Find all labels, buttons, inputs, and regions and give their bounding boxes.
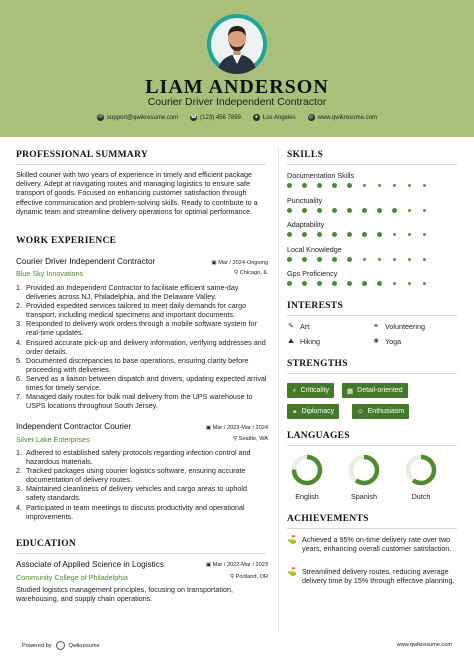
email-icon: ✉	[98, 114, 103, 120]
trophy-icon: ⛳	[287, 567, 297, 576]
rating-dot-filled	[347, 232, 352, 237]
rating-dot-filled	[347, 183, 352, 188]
achievements-divider	[287, 528, 457, 529]
education-heading: EDUCATION	[16, 539, 77, 549]
list-item: 2. Tracked packages using courier logistics software, ensuring accurate documentation of delivery routes.	[16, 466, 246, 485]
rating-dot-filled	[347, 208, 352, 213]
rating-dot-filled	[287, 232, 292, 237]
rating-dot-empty	[393, 282, 396, 285]
rating-dot-filled	[317, 257, 322, 262]
rating-dot-empty	[363, 184, 366, 187]
contact-phone[interactable]: ☎ (123) 456 7899	[190, 114, 241, 121]
rating-dot-filled	[287, 183, 292, 188]
education-degree: Associate of Applied Science in Logistics	[16, 560, 164, 569]
interest-volunteering: ⚭ Volunteering	[373, 322, 425, 331]
bolt-icon: ⚡	[292, 387, 297, 395]
strength-tag-criticality: ⚡ Criticality	[287, 383, 334, 398]
interest-art: ✎ Art	[288, 322, 310, 331]
trophy-icon: ⛳	[287, 535, 297, 544]
rating-dot-empty	[423, 282, 426, 285]
interest-yoga: ❀ Yoga	[373, 337, 402, 346]
rating-dot-empty	[363, 258, 366, 261]
rating-dot-filled	[317, 183, 322, 188]
handshake-icon: ⚭	[373, 322, 379, 330]
job-1-location: ⚲ Chicago, IL	[234, 270, 268, 276]
list-item: 2. Provided expedited services tailored to meet daily demands for cargo transport, including medical specimens and important documents.	[16, 301, 247, 320]
education-divider	[16, 553, 266, 554]
rating-dot-empty	[408, 184, 411, 187]
rating-dot-filled	[302, 257, 307, 262]
education-text: Studied logistics management principles, focusing on transportation, warehousing, and supply chain operations.	[16, 585, 233, 604]
rating-dot-empty	[393, 184, 396, 187]
brand-link[interactable]: Qwikresume	[68, 642, 100, 649]
job-2-dates: ▣ Mar / 2023-Mar / 2024	[205, 425, 268, 431]
rating-dot-empty	[408, 233, 411, 236]
rating-dot-filled	[347, 281, 352, 286]
rating-dot-empty	[378, 258, 381, 261]
candidate-title: Courier Driver Independent Contractor	[147, 96, 327, 108]
strength-tag-diplomacy: ⚭ Diplomacy	[287, 404, 339, 419]
language-label-dutch: Dutch	[411, 492, 431, 501]
rating-dot-filled	[362, 281, 367, 286]
resume-header	[0, 0, 474, 137]
qwikresume-logo-icon	[56, 641, 65, 650]
rating-dot-filled	[362, 232, 367, 237]
interests-divider	[287, 315, 457, 316]
rating-dot-empty	[408, 209, 411, 212]
powered-by: Powered by Qwikresume	[22, 642, 100, 649]
candidate-name: LIAM ANDERSON	[145, 76, 329, 98]
rating-dot-filled	[317, 281, 322, 286]
job-2-title: Independent Contractor Courier	[16, 422, 132, 431]
skill-rating	[287, 183, 427, 188]
languages-divider	[287, 445, 457, 446]
rating-dot-empty	[423, 258, 426, 261]
strength-tag-enthusiasm: ☺ Enthusiasm	[352, 404, 409, 419]
skill-rating	[287, 257, 427, 262]
strengths-divider	[287, 373, 457, 374]
rating-dot-filled	[302, 208, 307, 213]
list-item: 5. Documented discrepancies to base operations, ensuring clarity before proceeding with deliveries.	[16, 355, 249, 374]
rating-dot-filled	[302, 281, 307, 286]
rating-dot-filled	[302, 183, 307, 188]
interest-hiking: ⛰ Hiking	[288, 337, 320, 346]
skill-name: Local Knowledge	[287, 244, 342, 254]
rating-dot-filled	[287, 281, 292, 286]
rating-dot-filled	[377, 208, 382, 213]
rating-dot-filled	[392, 208, 397, 213]
location-icon: ●	[254, 114, 258, 120]
rating-dot-empty	[423, 233, 426, 236]
rating-dot-empty	[408, 282, 411, 285]
language-label-english: English	[295, 492, 319, 501]
list-item: 4. Ensured accurate pick-up and delivery information, verifying addresses and order details.	[16, 337, 266, 356]
brush-icon: ✎	[288, 322, 294, 330]
strength-tag-detail-oriented: ▦ Detail-oriented	[342, 383, 408, 398]
rating-dot-filled	[332, 281, 337, 286]
rating-dot-filled	[287, 208, 292, 213]
list-item: 6. Served as a liaison between dispatch and drivers, updating expected arrival times for timely service.	[16, 373, 267, 393]
job-1-company: Blue Sky Innovations	[16, 269, 84, 278]
grid-icon: ▦	[347, 387, 354, 395]
rating-dot-empty	[408, 258, 411, 261]
rating-dot-filled	[377, 232, 382, 237]
language-rings	[280, 450, 460, 490]
rating-dot-filled	[377, 281, 382, 286]
education-school: Community College of Philadelphia	[16, 573, 128, 582]
skill-name: Adaptability	[287, 220, 325, 230]
rating-dot-empty	[393, 233, 396, 236]
rating-dot-filled	[287, 257, 292, 262]
rating-dot-filled	[317, 232, 322, 237]
achievements-heading: ACHIEVEMENTS	[287, 514, 369, 524]
contact-bar	[0, 114, 474, 121]
summary-divider	[16, 164, 266, 165]
job-1-title: Courier Driver Independent Contractor	[16, 257, 156, 266]
skill-name: Punctuality	[287, 195, 323, 205]
skills-divider	[287, 164, 457, 165]
job-1-bullets	[16, 283, 268, 410]
smile-icon: ☺	[357, 408, 364, 415]
yoga-icon: ❀	[373, 337, 379, 345]
list-item: 7. Managed daily routes for bulk mail delivery from the UPS warehouse to USPS locations throughout South Jersey.	[16, 392, 253, 411]
footer-url[interactable]: www.qwikresume.com	[396, 642, 452, 648]
job-2-bullets	[16, 448, 268, 521]
education-location: ⚲ Portland, OR	[230, 574, 268, 580]
skill-name: Documentation Skills	[287, 171, 355, 180]
rating-dot-empty	[423, 184, 426, 187]
languages-heading: LANGUAGES	[287, 431, 350, 441]
rating-dot-filled	[347, 257, 352, 262]
column-divider	[278, 147, 279, 632]
contact-website[interactable]: ◎ www.qwikresume.com	[308, 114, 377, 121]
rating-dot-empty	[423, 209, 426, 212]
rating-dot-filled	[332, 232, 337, 237]
globe-icon: ◎	[308, 114, 314, 120]
rating-dot-filled	[317, 208, 322, 213]
rating-dot-filled	[362, 208, 367, 213]
resume-footer	[0, 636, 474, 656]
achievement-1: ⛳ Achieved a 95% on-time delivery rate over two years, enhancing overall customer satisfaction.	[287, 535, 452, 553]
skill-name: Gps Proficiency	[287, 269, 338, 279]
phone-icon: ☎	[190, 114, 197, 120]
summary-heading: PROFESSIONAL SUMMARY	[16, 150, 149, 160]
hiking-icon: ⛰	[288, 337, 294, 345]
achievement-2: ⛳ Streamlined delivery routes, reducing average delivery time by 15% through effective planning.	[287, 567, 455, 585]
list-item: 3. Maintained cleanliness of delivery vehicles and cargo areas to uphold safety standards.	[16, 484, 247, 503]
list-item: 4. Participated in team meetings to discuss productivity and operational improvements.	[16, 502, 245, 521]
experience-heading: WORK EXPERIENCE	[16, 236, 117, 246]
contact-email[interactable]: ✉ support@qwikresume.com	[98, 114, 179, 121]
summary-text: Skilled courier with two years of experience in timely and efficient package delivery. Adept at navigating routes and managing logistics to ensure safe transport of goods. Focused on enhancing customer satisfaction through effective communication and problem-solving skills. Ready to contribute to a dynamic team and streamline delivery operations for optimal performance.	[16, 170, 258, 216]
skill-rating	[287, 208, 427, 213]
job-2-company: Silver Lake Enterprises	[16, 435, 90, 444]
list-item: 1. Adhered to established safety protocols regarding infection control and hazardous materials.	[16, 448, 251, 467]
interests-heading: INTERESTS	[287, 301, 344, 311]
contact-location: ● Los Angeles	[254, 114, 296, 121]
handshake-icon: ⚭	[292, 408, 298, 416]
rating-dot-empty	[378, 184, 381, 187]
list-item: 1. Provided an Independent Contractor to facilitate efficient same-day deliveries across NJ, Philadelphia, and the Delaware Valley.	[16, 283, 239, 302]
skill-rating	[287, 232, 427, 237]
skills-heading: SKILLS	[287, 150, 324, 160]
rating-dot-filled	[332, 183, 337, 188]
rating-dot-filled	[332, 257, 337, 262]
list-item: 3. Responded to delivery work orders through a mobile software system for real-time updates.	[16, 319, 257, 338]
rating-dot-filled	[332, 208, 337, 213]
language-label-spanish: Spanish	[351, 492, 377, 501]
skill-rating	[287, 281, 427, 286]
job-2-location: ⚲ Seattle, WA	[233, 436, 268, 442]
rating-dot-empty	[393, 258, 396, 261]
job-1-dates: ▣ Mar / 2024-Ongoing	[211, 260, 268, 266]
education-dates: ▣ Mar / 2022-Mar / 2023	[205, 562, 268, 568]
strengths-heading: STRENGTHS	[287, 359, 348, 369]
rating-dot-filled	[302, 232, 307, 237]
profile-photo	[207, 14, 267, 74]
